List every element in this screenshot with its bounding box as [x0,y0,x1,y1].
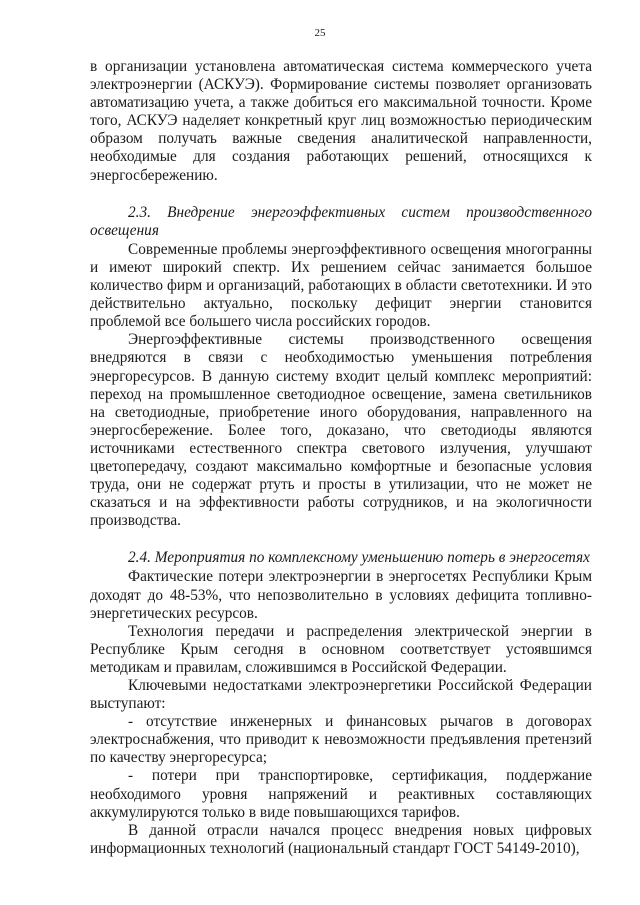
paragraph-key-shortcomings: Ключевыми недостатками электроэнергетики Российской Федерации выступают: [90,677,592,713]
paragraph-actual-losses: Фактические потери электроэнергии в энергосетях Республики Крым доходят до 48-53%, что непозволительно в условиях дефицита топливно-энергетических ресурсов. [90,568,592,622]
section-heading-2-3: 2.3. Внедрение энергоэффективных систем производственного освещения [90,203,592,239]
list-item-transport-losses: - потери при транспортировке, сертификация, поддержание необходимого уровня напряжений и реактивных составляющих аккумулируются только в виде повышающихся тарифов. [90,767,592,821]
paragraph-lighting-problems: Современные проблемы энергоэффективного освещения многогранны и имеют широкий спектр. Их решением сейчас занимается большое количество фирм и организаций, работающих в области светотехники. И это действительно актуально, поскольку дефицит энергии становится проблемой все большего числа российских городов. [90,240,592,331]
section-heading-2-4: 2.4. Мероприятия по комплексному уменьшению потерь в энергосетях [128,549,590,567]
paragraph-digital-technologies: В данной отрасли начался процесс внедрения новых цифровых информационных технологий (национальный стандарт ГОСТ 54149-2010), [90,821,592,857]
document-body [90,58,592,858]
list-item-no-levers: - отсутствие инженерных и финансовых рычагов в договорах электроснабжения, что приводит к невозможности предъявления претензий по качеству энергоресурса; [90,713,592,767]
paragraph-askue: в организации установлена автоматическая система коммерческого учета электроэнергии (АСКУЭ). Формирование системы позволяет организовать автоматизацию учета, а также добиться его максимальной точности. Кроме того, АСКУЭ наделяет конкретный круг лиц возможностью периодическим образом получать важные сведения аналитической направленности, необходимые для создания работающих решений, относящихся к энергосбережению. [90,58,592,184]
paragraph-transmission-technology: Технология передачи и распределения электрической энергии в Республике Крым сегодня в основном соответствует устоявшимся методикам и правилам, сложившимся в Российской Федерации. [90,622,592,676]
page-number: 25 [314,27,326,39]
paragraph-lighting-systems: Энергоэффективные системы производственного освещения внедряются в связи с необходимостью уменьшения потребления энергоресурсов. В данную систему входит целый комплекс мероприятий: переход на промышленное светодиодное освещение, замена светильников на светодиодные, приобретение иного оборудования, направленного на энергосбережение. Более того, доказано, что светодиоды являются источниками естественного спектра светового излучения, улучшают цветопередачу, создают максимально комфортные и безопасные условия труда, они не содержат ртуть и просты в утилизации, что не может не сказаться и на эффективности работы сотрудников, и на экологичности производства. [90,331,592,530]
